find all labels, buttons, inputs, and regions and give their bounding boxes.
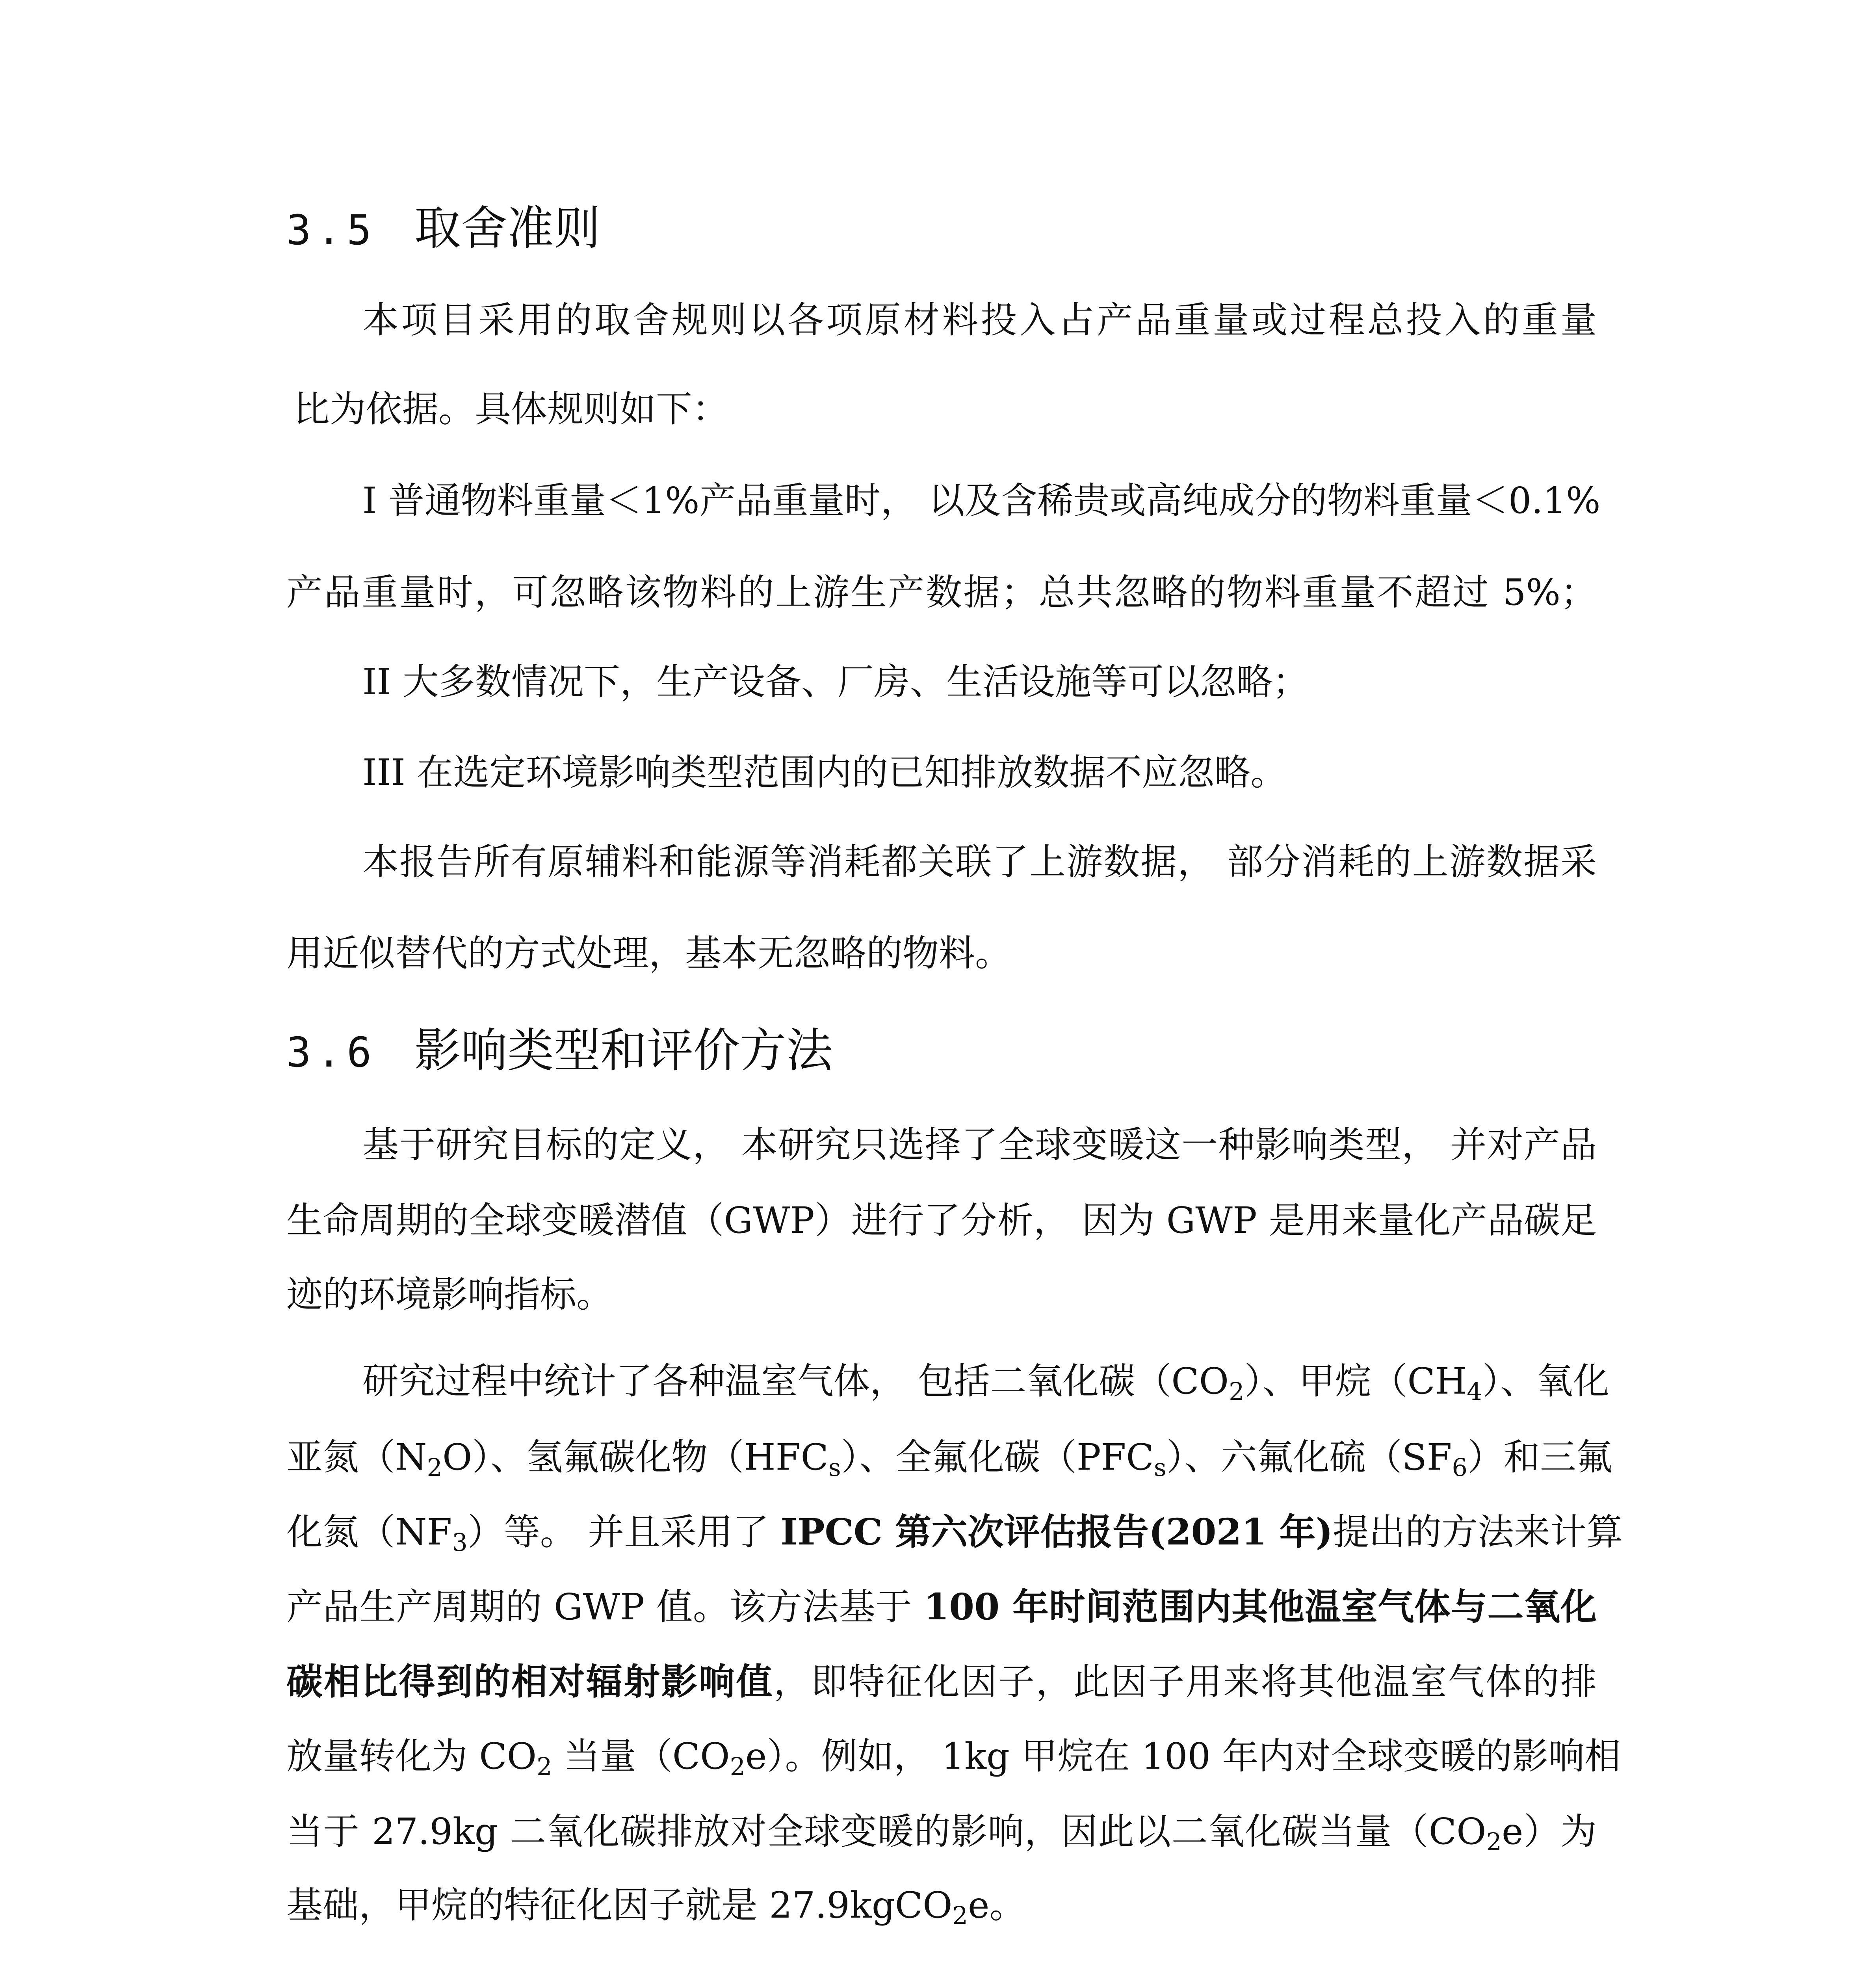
paragraph-line: 研究过程中统计了各种温室气体， 包括二氧化碳$(CO_2)$、甲烷$(CH_4)$、氧化: [362, 1360, 1609, 1406]
paragraph-line: 本项目采用的取舍规则以各项原材料投入占产品重量或过程总投入的重量: [362, 299, 1597, 341]
paragraph-line: 产品重量时，可忽略该物料的上游生产数据；总共忽略的物料重量不超过 5%；: [286, 571, 1597, 613]
paragraph-line: 基于研究目标的定义， 本研究只选择了全球变暖这一种影响类型， 并对产品: [362, 1124, 1597, 1166]
paragraph-line: II 大多数情况下，生产设备、厂房、生活设施等可以忽略；: [362, 661, 1309, 703]
paragraph-line: 生命周期的全球变暖潜值（GWP）进行了分析， 因为 GWP 是用来量化产品碳足: [286, 1199, 1597, 1241]
paragraph-line: III 在选定环境影响类型范围内的已知排放数据不应忽略。: [362, 751, 1287, 794]
paragraph-line: 产品生产周期的 GWP 值。该方法基于 100 年时间范围内其他温室气体与二氧化: [286, 1585, 1597, 1628]
paragraph-line: 用近似替代的方式处理，基本无忽略的物料。: [286, 932, 1012, 974]
paragraph-line: 放量转化为 $CO_2$ 当量$(CO_2e)$。例如， 1kg 甲烷在 100 年内对全球变暖的影响相: [286, 1735, 1621, 1781]
section-heading-3-6: [286, 1023, 833, 1078]
paragraph-line: 碳相比得到的相对辐射影响值，即特征化因子，此因子用来将其他温室气体的排: [286, 1660, 1597, 1703]
paragraph-line: 亚氮$(N_2O)$、氢氟碳化物$(HFC_s)$、全氟化碳$(PFC_s)$、六氟化硫$(SF_6)$和三氟: [286, 1436, 1612, 1482]
section-heading-3-5: [286, 201, 600, 255]
section-number: 3.5: [286, 206, 377, 254]
paragraph-line: 比为依据。具体规则如下：: [293, 388, 729, 430]
section-number: 3.6: [286, 1028, 377, 1076]
paragraph-line: 本报告所有原辅料和能源等消耗都关联了上游数据， 部分消耗的上游数据采: [362, 841, 1597, 883]
section-title: 影响类型和评价方法: [414, 1023, 833, 1078]
section-title: 取舍准则: [414, 201, 600, 255]
paragraph-line: 当于 27.9kg 二氧化碳排放对全球变暖的影响，因此以二氧化碳当量$(CO_2e)$为: [286, 1810, 1597, 1856]
paragraph-line: 迹的环境影响指标。: [286, 1273, 613, 1316]
paragraph-line: I 普通物料重量＜1%产品重量时， 以及含稀贵或高纯成分的物料重量＜0.1%: [362, 479, 1601, 522]
paragraph-line: 化氮$(NF_3)$等。 并且采用了 IPCC 第六次评估报告(2021 年)提出的方法来计算: [286, 1511, 1623, 1557]
paragraph-line: 基础，甲烷的特征化因子就是 27.9kgCO$_2$e。: [286, 1884, 1026, 1930]
